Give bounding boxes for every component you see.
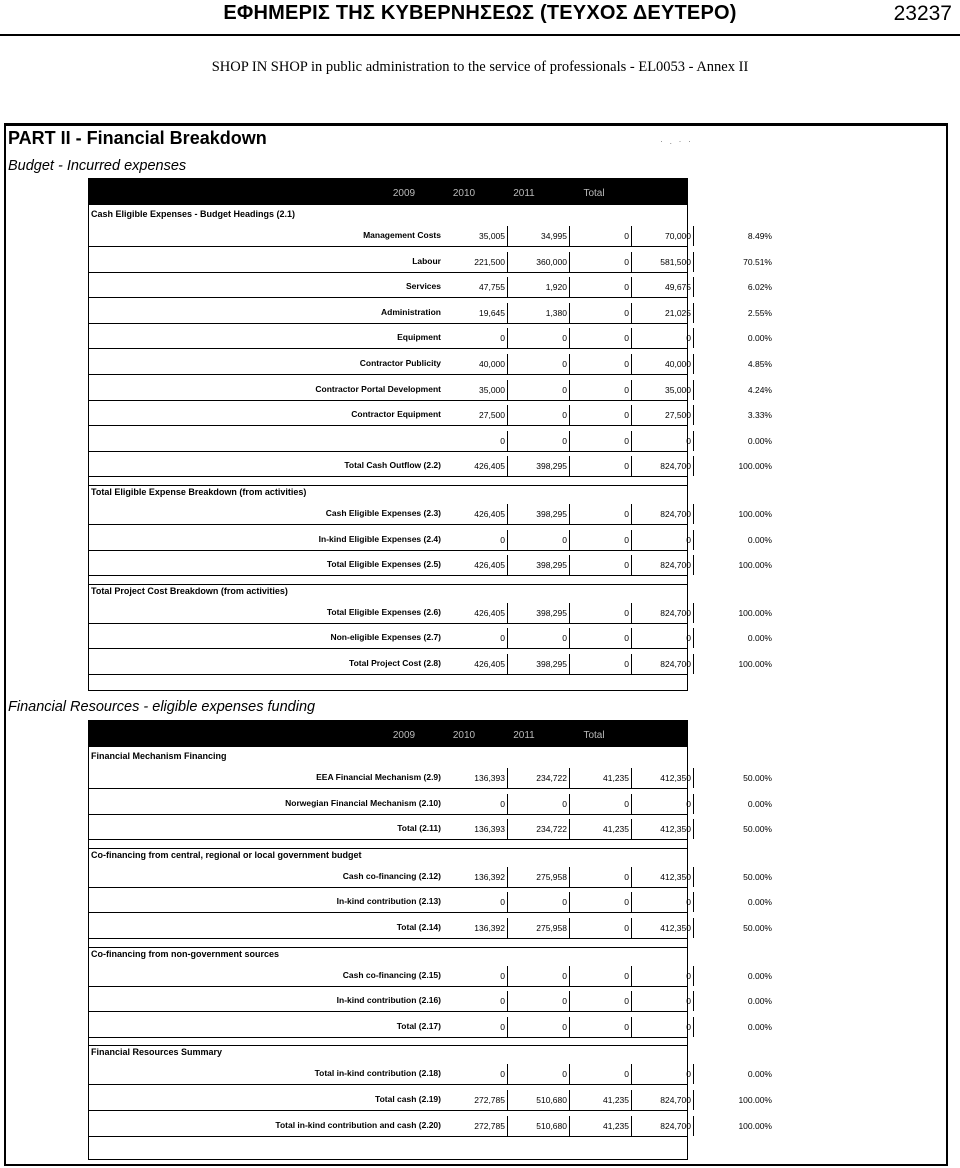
value-cell: 426,405 bbox=[446, 504, 508, 524]
value-cell: 824,700 bbox=[632, 504, 694, 524]
value-cell: 35,000 bbox=[632, 380, 694, 400]
scan-artifact: · . · · bbox=[660, 136, 693, 146]
value-cell: 0 bbox=[446, 794, 508, 814]
value-cell: 0 bbox=[632, 991, 694, 1011]
group-title: Total Eligible Expense Breakdown (from activities) bbox=[91, 487, 307, 497]
value-cell: 27,500 bbox=[446, 405, 508, 425]
value-cell: 0 bbox=[570, 431, 632, 451]
row-underline bbox=[89, 839, 687, 840]
row-label: Contractor Publicity bbox=[359, 358, 441, 368]
row-underline bbox=[89, 1136, 687, 1137]
percent-cell: 0.00% bbox=[747, 435, 772, 446]
value-cell: 0 bbox=[632, 966, 694, 986]
table-row bbox=[89, 767, 772, 789]
value-cell: 221,500 bbox=[446, 252, 508, 272]
group-title: Financial Resources Summary bbox=[91, 1047, 223, 1058]
value-cell: 0 bbox=[570, 867, 632, 887]
percent-cell: 0.00% bbox=[747, 333, 772, 344]
value-cell: 0 bbox=[570, 628, 632, 648]
row-underline bbox=[89, 1110, 687, 1111]
column-header: Total bbox=[583, 188, 605, 199]
table-row bbox=[89, 455, 772, 477]
value-cell: 0 bbox=[446, 966, 508, 986]
value-cell: 0 bbox=[570, 654, 632, 674]
value-cell: 0 bbox=[570, 328, 632, 348]
row-label: Total Project Cost (2.8) bbox=[349, 658, 441, 668]
value-cell: 426,405 bbox=[446, 456, 508, 476]
value-cell: 0 bbox=[508, 1017, 570, 1037]
value-cell: 412,350 bbox=[632, 819, 694, 839]
value-cell: 35,000 bbox=[446, 380, 508, 400]
value-cell: 398,295 bbox=[508, 555, 570, 575]
percent-cell: 3.33% bbox=[747, 410, 772, 421]
table-row bbox=[89, 793, 772, 815]
value-cell: 510,680 bbox=[508, 1090, 570, 1110]
value-cell: 272,785 bbox=[446, 1116, 508, 1136]
row-label: Total Cash Outflow (2.2) bbox=[344, 460, 441, 471]
value-cell: 0 bbox=[570, 966, 632, 986]
row-underline bbox=[89, 1011, 687, 1012]
value-cell: 41,235 bbox=[570, 768, 632, 788]
value-cell: 1,380 bbox=[508, 303, 570, 323]
value-cell: 0 bbox=[632, 431, 694, 451]
row-underline bbox=[89, 938, 687, 939]
row-label: Total in-kind contribution and cash (2.20) bbox=[275, 1119, 441, 1130]
value-cell: 40,000 bbox=[446, 354, 508, 374]
row-label: Total cash (2.19) bbox=[375, 1094, 441, 1104]
value-cell: 27,500 bbox=[632, 405, 694, 425]
row-underline bbox=[89, 246, 687, 247]
table-row bbox=[89, 965, 772, 987]
value-cell: 0 bbox=[508, 628, 570, 648]
value-cell: 0 bbox=[508, 991, 570, 1011]
row-underline bbox=[89, 648, 687, 649]
gazette-title: ΕΦΗΜΕΡΙΣ ΤΗΣ ΚΥΒΕΡΝΗΣΕΩΣ (ΤΕΥΧΟΣ ΔΕΥΤΕΡΟ) bbox=[223, 2, 737, 24]
percent-cell: 4.24% bbox=[747, 384, 772, 395]
row-label: Non-eligible Expenses (2.7) bbox=[330, 632, 441, 643]
value-cell: 34,995 bbox=[508, 226, 570, 246]
percent-cell: 100.00% bbox=[738, 1120, 772, 1131]
row-label: In-kind contribution (2.13) bbox=[336, 896, 441, 907]
row-label: Cash co-financing (2.12) bbox=[342, 870, 441, 881]
value-cell: 0 bbox=[446, 991, 508, 1011]
row-underline bbox=[89, 348, 687, 349]
group-separator bbox=[89, 947, 687, 948]
value-cell: 0 bbox=[570, 991, 632, 1011]
value-cell: 47,755 bbox=[446, 277, 508, 297]
percent-cell: 0.00% bbox=[747, 798, 772, 809]
value-cell: 0 bbox=[570, 252, 632, 272]
percent-cell: 100.00% bbox=[738, 509, 772, 519]
value-cell: 426,405 bbox=[446, 603, 508, 623]
row-underline bbox=[89, 986, 687, 987]
value-cell: 0 bbox=[508, 431, 570, 451]
percent-cell: 0.00% bbox=[747, 1021, 772, 1032]
row-label: Management Costs bbox=[363, 230, 441, 240]
page-number: 23237 bbox=[893, 2, 952, 25]
value-cell: 360,000 bbox=[508, 252, 570, 272]
value-cell: 0 bbox=[508, 1064, 570, 1084]
column-header: Total bbox=[583, 730, 605, 741]
table-row bbox=[89, 891, 772, 913]
column-header: 2010 bbox=[452, 188, 476, 199]
percent-cell: 100.00% bbox=[738, 560, 772, 571]
column-header: 2009 bbox=[392, 730, 416, 741]
row-label: Services bbox=[406, 281, 441, 292]
value-cell: 0 bbox=[632, 328, 694, 348]
row-label: Total (2.17) bbox=[396, 1020, 441, 1031]
percent-cell: 50.00% bbox=[743, 923, 772, 933]
table-row bbox=[89, 917, 772, 939]
value-cell: 0 bbox=[570, 892, 632, 912]
value-cell: 398,295 bbox=[508, 456, 570, 476]
table-row bbox=[89, 430, 772, 452]
row-underline bbox=[89, 623, 687, 624]
row-underline bbox=[89, 550, 687, 551]
table-row bbox=[89, 327, 772, 349]
value-cell: 824,700 bbox=[632, 456, 694, 476]
row-underline bbox=[89, 1084, 687, 1085]
value-cell: 0 bbox=[446, 1017, 508, 1037]
value-cell: 0 bbox=[632, 530, 694, 550]
value-cell: 0 bbox=[570, 530, 632, 550]
row-underline bbox=[89, 524, 687, 525]
percent-cell: 8.49% bbox=[747, 231, 772, 241]
value-cell: 0 bbox=[570, 226, 632, 246]
value-cell: 426,405 bbox=[446, 555, 508, 575]
row-label: Labour bbox=[412, 255, 441, 266]
value-cell: 272,785 bbox=[446, 1090, 508, 1110]
value-cell: 136,393 bbox=[446, 819, 508, 839]
value-cell: 234,722 bbox=[508, 768, 570, 788]
value-cell: 0 bbox=[632, 628, 694, 648]
table-row bbox=[89, 554, 772, 576]
row-label: Total Eligible Expenses (2.5) bbox=[326, 559, 441, 570]
percent-cell: 50.00% bbox=[743, 824, 772, 835]
value-cell: 398,295 bbox=[508, 504, 570, 524]
table-row bbox=[89, 503, 772, 525]
value-cell: 412,350 bbox=[632, 867, 694, 887]
value-cell: 40,000 bbox=[632, 354, 694, 374]
value-cell: 510,680 bbox=[508, 1116, 570, 1136]
value-cell: 0 bbox=[446, 1064, 508, 1084]
table-row bbox=[89, 529, 772, 551]
percent-cell: 70.51% bbox=[743, 256, 772, 267]
row-label: Administration bbox=[381, 306, 441, 317]
percent-cell: 0.00% bbox=[747, 633, 772, 644]
value-cell: 136,392 bbox=[446, 867, 508, 887]
row-underline bbox=[89, 323, 687, 324]
value-cell: 398,295 bbox=[508, 603, 570, 623]
row-underline bbox=[89, 476, 687, 477]
percent-cell: 0.00% bbox=[747, 970, 772, 981]
value-cell: 234,722 bbox=[508, 819, 570, 839]
table-header-band bbox=[89, 721, 687, 747]
table-row bbox=[89, 379, 772, 401]
value-cell: 581,500 bbox=[632, 252, 694, 272]
percent-cell: 0.00% bbox=[747, 897, 772, 908]
row-label: Total (2.11) bbox=[397, 823, 441, 834]
row-underline bbox=[89, 374, 687, 375]
value-cell: 49,675 bbox=[632, 277, 694, 297]
row-underline bbox=[89, 575, 687, 576]
percent-cell: 50.00% bbox=[743, 871, 772, 882]
value-cell: 0 bbox=[508, 794, 570, 814]
value-cell: 0 bbox=[508, 530, 570, 550]
value-cell: 398,295 bbox=[508, 654, 570, 674]
percent-cell: 2.55% bbox=[747, 307, 772, 318]
value-cell: 0 bbox=[508, 354, 570, 374]
value-cell: 412,350 bbox=[632, 918, 694, 938]
value-cell: 0 bbox=[446, 328, 508, 348]
value-cell: 824,700 bbox=[632, 654, 694, 674]
column-header: 2011 bbox=[513, 730, 535, 741]
row-label: Total in-kind contribution (2.18) bbox=[314, 1068, 441, 1079]
value-cell: 0 bbox=[570, 555, 632, 575]
value-cell: 0 bbox=[632, 1064, 694, 1084]
row-underline bbox=[89, 297, 687, 298]
group-title: Total Project Cost Breakdown (from activities) bbox=[91, 585, 288, 596]
table-row bbox=[89, 353, 772, 375]
value-cell: 0 bbox=[508, 328, 570, 348]
row-underline bbox=[89, 674, 687, 675]
row-label: Contractor Equipment bbox=[351, 409, 441, 420]
table-row bbox=[89, 404, 772, 426]
value-cell: 0 bbox=[570, 354, 632, 374]
value-cell: 824,700 bbox=[632, 603, 694, 623]
column-header: 2011 bbox=[513, 188, 535, 199]
group-title: Financial Mechanism Financing bbox=[91, 751, 227, 761]
value-cell: 0 bbox=[570, 277, 632, 297]
column-header: 2010 bbox=[452, 730, 476, 741]
value-cell: 824,700 bbox=[632, 1116, 694, 1136]
group-separator bbox=[89, 584, 687, 585]
row-label: EEA Financial Mechanism (2.9) bbox=[316, 772, 441, 782]
value-cell: 824,700 bbox=[632, 1090, 694, 1110]
table-row bbox=[89, 653, 772, 675]
value-cell: 0 bbox=[570, 1017, 632, 1037]
row-label: Contractor Portal Development bbox=[315, 383, 441, 394]
value-cell: 0 bbox=[570, 918, 632, 938]
value-cell: 41,235 bbox=[570, 1090, 632, 1110]
row-underline bbox=[89, 887, 687, 888]
row-underline bbox=[89, 272, 687, 273]
table-row bbox=[89, 302, 772, 324]
value-cell: 0 bbox=[570, 504, 632, 524]
value-cell: 0 bbox=[570, 405, 632, 425]
table-row bbox=[89, 276, 772, 298]
budget-table bbox=[88, 178, 772, 691]
row-label: Total (2.14) bbox=[396, 922, 441, 932]
value-cell: 0 bbox=[446, 431, 508, 451]
percent-cell: 0.00% bbox=[747, 534, 772, 545]
value-cell: 136,393 bbox=[446, 768, 508, 788]
value-cell: 0 bbox=[570, 1064, 632, 1084]
value-cell: 0 bbox=[508, 892, 570, 912]
row-underline bbox=[89, 814, 687, 815]
percent-cell: 100.00% bbox=[738, 607, 772, 618]
percent-cell: 0.00% bbox=[747, 1069, 772, 1080]
table-header-band bbox=[89, 179, 687, 205]
row-underline bbox=[89, 425, 687, 426]
value-cell: 0 bbox=[508, 966, 570, 986]
table-row bbox=[89, 990, 772, 1012]
value-cell: 1,920 bbox=[508, 277, 570, 297]
value-cell: 824,700 bbox=[632, 555, 694, 575]
value-cell: 0 bbox=[570, 456, 632, 476]
budget-heading: Budget - Incurred expenses bbox=[8, 158, 187, 174]
value-cell: 0 bbox=[508, 405, 570, 425]
table-row bbox=[89, 627, 772, 649]
row-underline bbox=[89, 788, 687, 789]
value-cell: 0 bbox=[632, 794, 694, 814]
table-row bbox=[89, 866, 772, 888]
value-cell: 21,025 bbox=[632, 303, 694, 323]
value-cell: 35,005 bbox=[446, 226, 508, 246]
group-separator bbox=[89, 848, 687, 849]
value-cell: 0 bbox=[632, 1017, 694, 1037]
value-cell: 136,392 bbox=[446, 918, 508, 938]
value-cell: 0 bbox=[446, 530, 508, 550]
value-cell: 0 bbox=[446, 892, 508, 912]
value-cell: 19,645 bbox=[446, 303, 508, 323]
row-underline bbox=[89, 451, 687, 452]
value-cell: 41,235 bbox=[570, 1116, 632, 1136]
group-title: Co-financing from non-government sources bbox=[91, 948, 280, 959]
value-cell: 0 bbox=[446, 628, 508, 648]
value-cell: 0 bbox=[570, 603, 632, 623]
column-header: 2009 bbox=[392, 188, 416, 199]
value-cell: 275,958 bbox=[508, 867, 570, 887]
percent-cell: 100.00% bbox=[738, 659, 772, 669]
row-label: Norwegian Financial Mechanism (2.10) bbox=[285, 797, 441, 808]
row-label: Cash Eligible Expenses (2.3) bbox=[325, 508, 441, 518]
value-cell: 70,000 bbox=[632, 226, 694, 246]
table-row bbox=[89, 1089, 772, 1111]
percent-cell: 0.00% bbox=[747, 996, 772, 1007]
percent-cell: 4.85% bbox=[747, 359, 772, 369]
part-title: PART II - Financial Breakdown bbox=[8, 128, 267, 148]
percent-cell: 6.02% bbox=[747, 282, 772, 293]
document-subtitle: SHOP IN SHOP in public administration to the service of professionals - EL0053 - Annex II bbox=[211, 59, 749, 75]
value-cell: 0 bbox=[508, 380, 570, 400]
table-row bbox=[89, 818, 772, 840]
value-cell: 0 bbox=[570, 303, 632, 323]
table-row bbox=[89, 1115, 772, 1137]
row-label: In-kind Eligible Expenses (2.4) bbox=[318, 533, 441, 544]
gazette-header bbox=[0, 0, 960, 36]
table-row bbox=[89, 602, 772, 624]
group-separator bbox=[89, 1045, 687, 1046]
resources-table bbox=[88, 720, 772, 1160]
row-underline bbox=[89, 1037, 687, 1038]
value-cell: 0 bbox=[632, 892, 694, 912]
value-cell: 426,405 bbox=[446, 654, 508, 674]
table-row bbox=[89, 225, 772, 247]
row-underline bbox=[89, 400, 687, 401]
percent-cell: 50.00% bbox=[743, 773, 772, 783]
resources-heading: Financial Resources - eligible expenses funding bbox=[8, 699, 316, 715]
row-underline bbox=[89, 912, 687, 913]
value-cell: 0 bbox=[570, 794, 632, 814]
row-label: Total Eligible Expenses (2.6) bbox=[326, 606, 441, 617]
percent-cell: 100.00% bbox=[738, 1095, 772, 1105]
row-label: Equipment bbox=[397, 332, 441, 343]
row-label: In-kind contribution (2.16) bbox=[336, 995, 441, 1006]
group-separator bbox=[89, 485, 687, 486]
value-cell: 275,958 bbox=[508, 918, 570, 938]
value-cell: 412,350 bbox=[632, 768, 694, 788]
group-title: Co-financing from central, regional or local government budget bbox=[91, 849, 362, 860]
group-title: Cash Eligible Expenses - Budget Headings (2.1) bbox=[91, 209, 296, 219]
value-cell: 41,235 bbox=[570, 819, 632, 839]
row-label: Cash co-financing (2.15) bbox=[342, 969, 441, 980]
table-row bbox=[89, 251, 772, 273]
table-row bbox=[89, 1016, 772, 1038]
value-cell: 0 bbox=[570, 380, 632, 400]
percent-cell: 100.00% bbox=[738, 461, 772, 472]
table-row bbox=[89, 1063, 772, 1085]
